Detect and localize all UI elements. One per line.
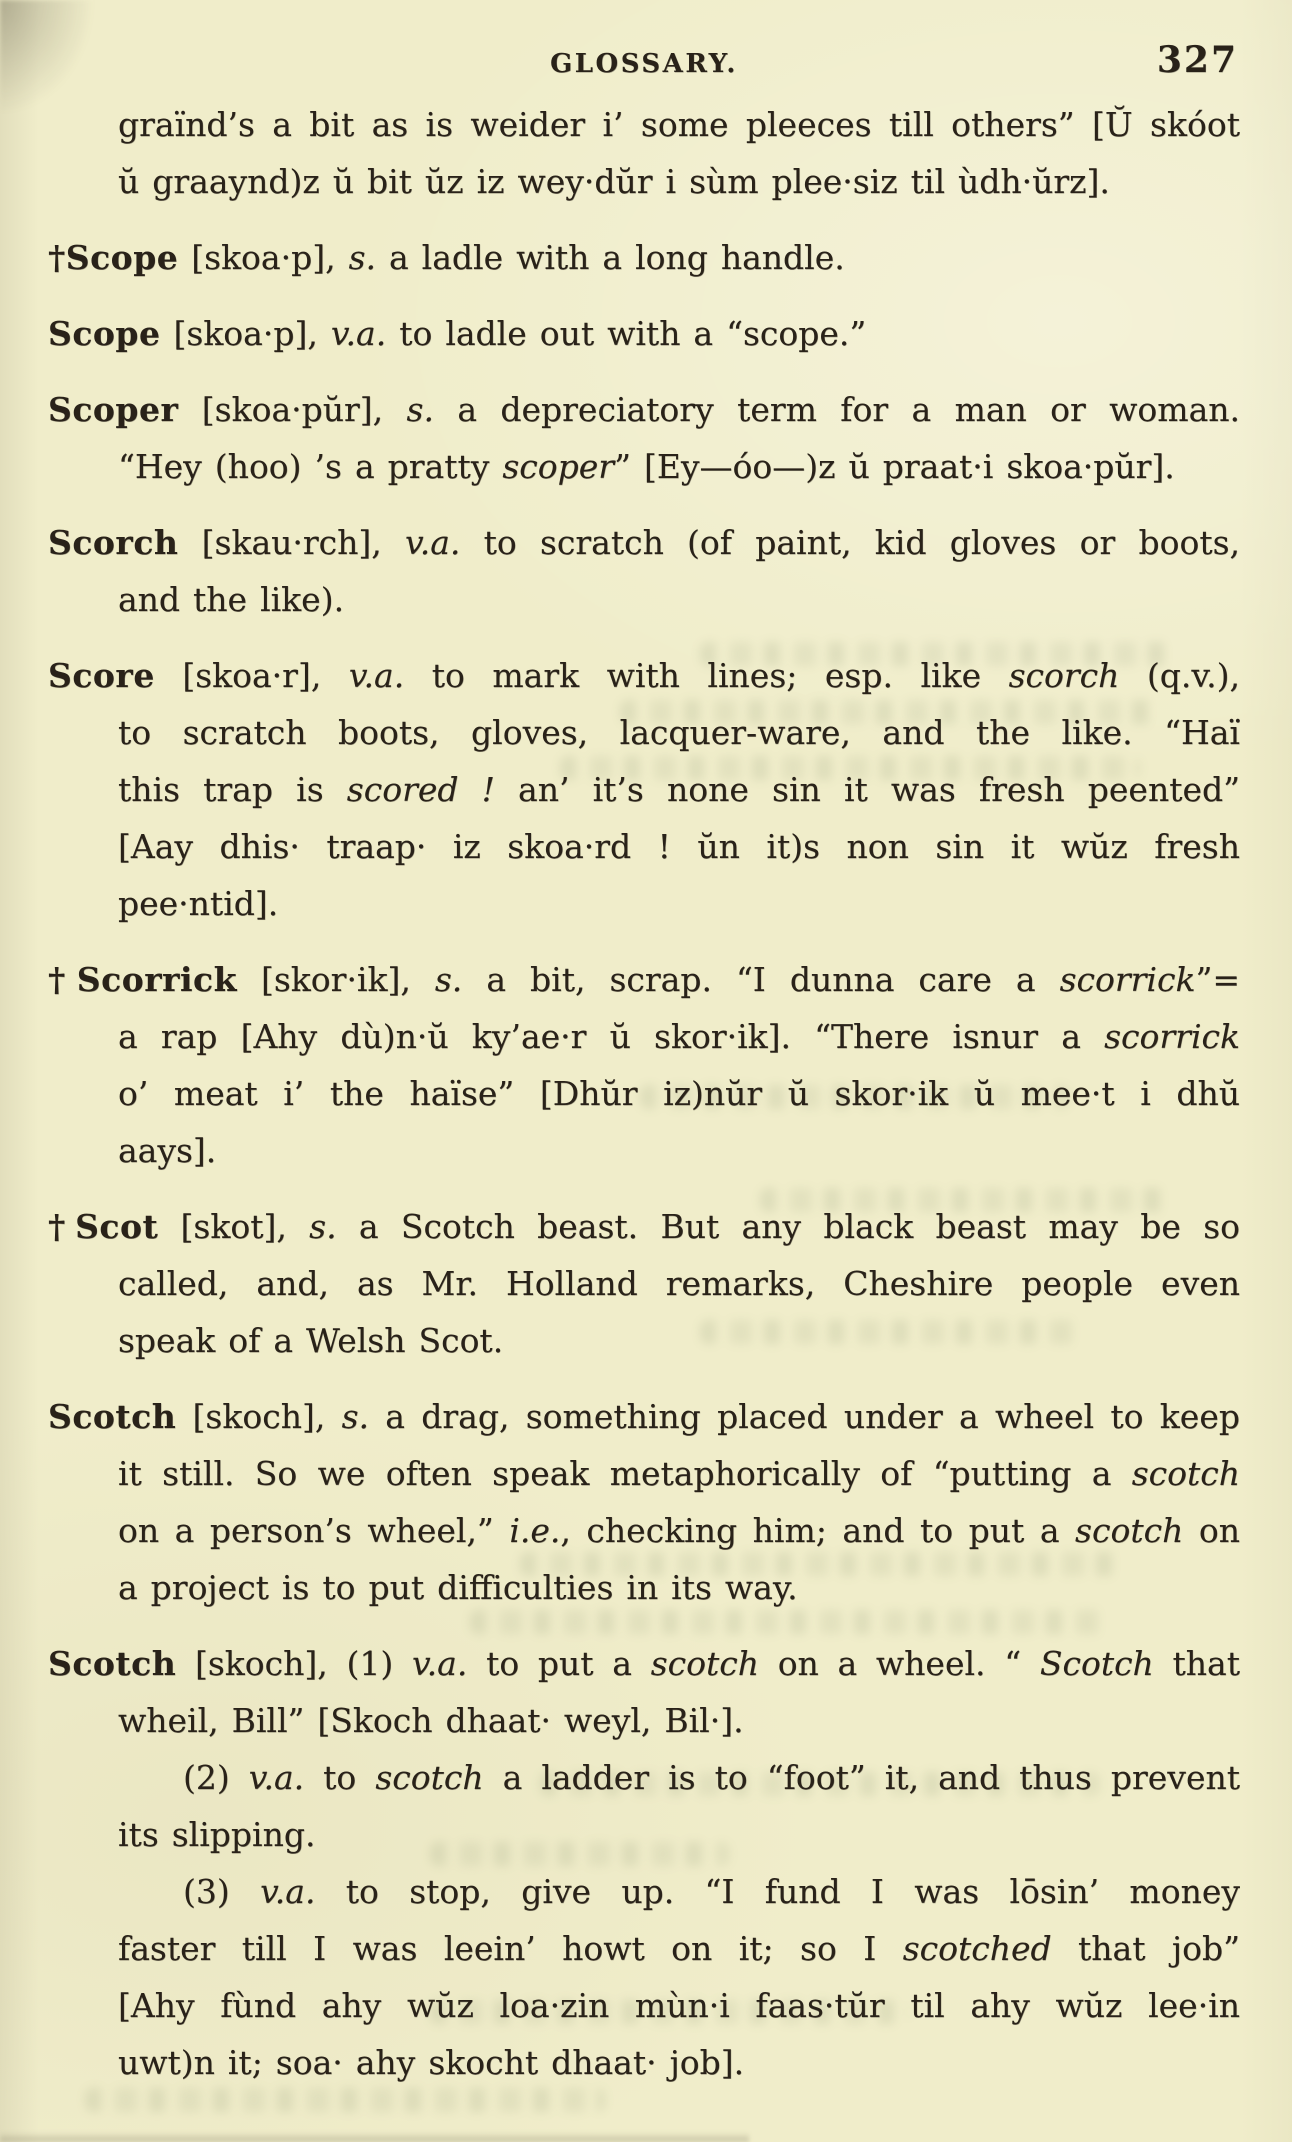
text-segment: pee·ntid]. [118,884,279,923]
text-segment: speak of a Welsh Scot. [118,1321,504,1360]
text-line [118,761,1240,818]
italic-text: v.a. [260,1872,316,1911]
text-segment: called, and, as Mr. Holland remarks, Cheshire people even [118,1264,1240,1303]
text-line [48,1635,1240,1692]
text-segment: to scratch (of paint, kid gloves or boots, [460,523,1240,562]
scan-bottom-shadow [0,2132,749,2142]
text-segment: [skau·rch], [178,523,405,562]
text-segment: [skor·ik], [236,960,435,999]
text-line [118,153,1240,210]
text-segment: it still. So we often speak metaphorically of “putting a [118,1454,1132,1493]
headword: Scotch [48,1397,177,1436]
text-segment: graïnd’s a bit as is weider i’ some pleeces till others” [Ŭ skóot [118,105,1240,144]
text-line [118,571,1240,628]
text-line [48,381,1240,438]
text-segment: [skoa·pŭr], [178,390,407,429]
text-segment: on a wheel. “ [758,1644,1040,1683]
text-line [118,1559,1240,1616]
italic-text: scorch [1008,656,1120,695]
text-segment: this trap is [118,770,347,809]
italic-text: s. [348,238,377,277]
text-line [48,1388,1240,1445]
text-segment: “Hey (hoo) ’s a pratty [118,447,503,486]
text-segment: [Ahy fùnd ahy wŭz loa·zin mùn·i faas·tŭr til ahy wŭz lee·in [118,1986,1240,2025]
text-segment: that job” [1051,1929,1240,1968]
italic-text: scored ! [346,770,495,809]
text-segment: and the like). [118,580,345,619]
text-line [118,1806,1240,1863]
text-segment: [skoa·p], [160,314,331,353]
headword: Scoper [48,390,179,429]
headword: †Scot [48,1207,159,1246]
entry-scorch [48,514,1240,628]
text-segment: to scratch boots, gloves, lacquer-ware, and the like. “Haï [118,713,1240,752]
continued-entry-paragraph [48,96,1240,210]
text-line [118,1977,1240,2034]
text-segment: aays]. [118,1131,217,1170]
entry-scot [48,1198,1240,1369]
text-segment: to put a [467,1644,651,1683]
entry-scotch-noun [48,1388,1240,1616]
text-segment: (3) [183,1872,261,1911]
text-segment: (2) [183,1758,249,1797]
text-line [118,1008,1240,1065]
headword: †Scope [48,238,179,277]
italic-text: scotch [1075,1511,1184,1550]
text-segment: on [1183,1511,1240,1550]
text-segment: [skot], [158,1207,310,1246]
text-segment: ” [Ey—óo—)z ŭ praat·i skoa·pŭr]. [614,447,1175,486]
text-segment: [skoa·p], [178,238,349,277]
text-line [118,96,1240,153]
text-segment: uwt)n it; soa· ahy skocht dhaat· job]. [118,2043,745,2082]
italic-text: scoper [502,447,615,486]
italic-text: scotched [902,1929,1052,1968]
text-line [118,1255,1240,1312]
text-segment: on a person’s wheel,” [118,1511,510,1550]
text-segment: wheil, Bill” [Skoch dhaat· weyl, Bil·]. [118,1701,744,1740]
italic-text: scotch [375,1758,484,1797]
text-segment: a rap [Ahy dù)n·ŭ ky’ae·r ŭ skor·ik]. “There isnur a [118,1017,1105,1056]
italic-text: scorrick [1104,1017,1240,1056]
text-line [118,818,1240,875]
text-segment: a ladder is to “foot” it, and thus prevent [483,1758,1240,1797]
text-line [48,951,1240,1008]
page-header [48,39,1240,86]
text-line [118,438,1240,495]
text-segment: faster till I was leein’ howt on it; so I [118,1929,903,1968]
italic-text: i.e. [509,1511,561,1550]
text-segment: to stop, give up. “I fund I was lōsin’ money [315,1872,1240,1911]
text-line [118,1749,1240,1806]
italic-text: Scotch [1039,1644,1154,1683]
running-title: GLOSSARY. [550,49,738,79]
text-line [48,229,1240,286]
text-segment: a drag, something placed under a wheel to keep [369,1397,1240,1436]
text-line [118,875,1240,932]
text-line [118,1920,1240,1977]
italic-text: s. [341,1397,370,1436]
text-segment: , checking him; and to put a [560,1511,1076,1550]
text-segment: a project is to put difficulties in its way. [118,1568,798,1607]
text-segment: o’ meat i’ the haïse” [Dhŭr iz)nŭr ŭ skor·ik ŭ mee·t i dhŭ [118,1074,1240,1113]
text-segment: [skoch], [176,1397,342,1436]
text-line [48,305,1240,362]
text-segment: an’ it’s none sin it was fresh peented” [494,770,1240,809]
text-segment: a depreciatory term for a man or woman. [433,390,1240,429]
headword: †Scorrick [48,960,237,999]
text-line [118,1863,1240,1920]
entry-score [48,647,1240,932]
text-segment: ”= [1195,960,1240,999]
headword: Scotch [48,1644,177,1683]
text-line [48,647,1240,704]
entry-scorrick [48,951,1240,1179]
text-line [118,1502,1240,1559]
text-line [118,704,1240,761]
entry-scope-noun [48,229,1240,286]
text-segment: to ladle out with a “scope.” [386,314,867,353]
text-line [118,2034,1240,2091]
text-segment: ŭ graaynd)z ŭ bit ŭz iz wey·dŭr i sùm plee·siz til ùdh·ŭrz]. [118,162,1110,201]
italic-text: v.a. [411,1644,468,1683]
text-segment: a bit, scrap. “I dunna care a [462,960,1060,999]
text-segment: that [1153,1644,1240,1683]
text-segment: to mark with lines; esp. like [404,656,1009,695]
entry-scoper [48,381,1240,495]
show-through-smudge [85,2088,605,2112]
text-segment: to [304,1758,376,1797]
text-segment: a ladle with a long handle. [376,238,845,277]
text-line [118,1065,1240,1122]
text-segment: [skoch], (1) [176,1644,412,1683]
entries [48,96,1240,2091]
text-line [118,1312,1240,1369]
page-number: 327 [1156,39,1238,81]
italic-text: v.a. [330,314,387,353]
italic-text: scorrick [1059,960,1196,999]
italic-text: scotch [1131,1454,1240,1493]
text-segment: [skoa·r], [154,656,349,695]
text-line [118,1445,1240,1502]
italic-text: scotch [650,1644,759,1683]
entry-scotch-verb [48,1635,1240,2091]
text-segment: its slipping. [118,1815,316,1854]
italic-text: s. [406,390,434,429]
text-segment: (q.v.), [1119,656,1240,695]
entry-scope-verb [48,305,1240,362]
text-line [118,1122,1240,1179]
italic-text: v.a. [404,523,461,562]
headword: Scorch [48,523,179,562]
text-line [118,1692,1240,1749]
italic-text: s. [309,1207,337,1246]
text-segment: a Scotch beast. But any black beast may be so [336,1207,1240,1246]
text-line [48,1198,1240,1255]
text-line [48,514,1240,571]
italic-text: v.a. [248,1758,305,1797]
headword: Scope [48,314,161,353]
italic-text: v.a. [348,656,405,695]
headword: Score [48,656,155,695]
text-segment: [Aay dhis· traap· iz skoa·rd ! ŭn it)s non sin it wŭz fresh [118,827,1240,866]
italic-text: s. [434,960,463,999]
